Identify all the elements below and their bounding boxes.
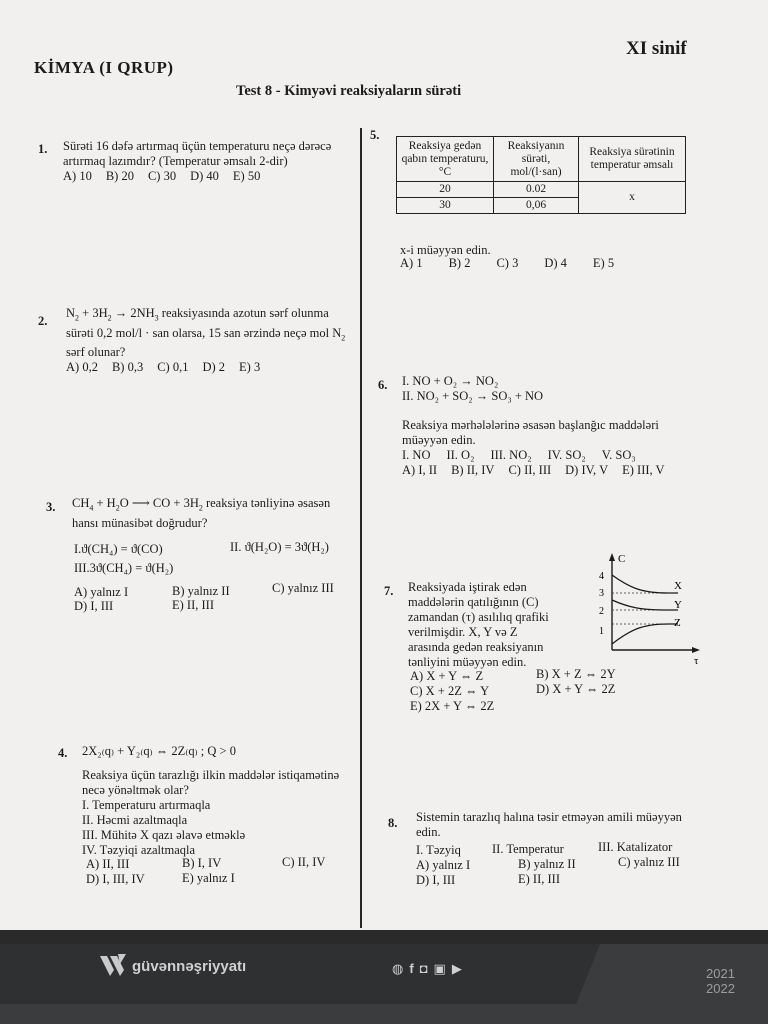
q8-option-a[interactable]: A) yalnız I — [416, 858, 471, 872]
q3-option-e[interactable]: E) II, III — [172, 598, 214, 612]
q7-option-c[interactable]: C) X + 2Z ⇔ Y — [410, 684, 490, 698]
q2-options — [66, 360, 360, 375]
publisher-brand: güvənnəşriyyatı — [132, 958, 247, 975]
play-icon[interactable]: ▶ — [451, 961, 462, 976]
q1-options — [63, 169, 363, 184]
q3-statement-3: III.3ϑ(CH₄) = ϑ(H₂) — [74, 561, 174, 575]
q3-option-a[interactable]: A) yalnız I — [74, 585, 129, 599]
q7-option-b[interactable]: B) X + Z ⇔ 2Y — [536, 667, 616, 681]
q7-text-line2: maddələrin qatılığının (C) — [408, 595, 539, 609]
q3-option-d[interactable]: D) I, III — [74, 599, 114, 613]
q6-option-e[interactable]: E) III, V — [622, 463, 665, 477]
q1-option-b[interactable]: B) 20 — [105, 169, 134, 183]
q6-items — [402, 448, 722, 463]
q6-item-3: III. NO₂ — [490, 448, 532, 462]
graph-label-x: X — [674, 580, 682, 592]
q6-item-5: V. SO₃ — [601, 448, 636, 462]
q6-options — [402, 463, 722, 478]
test-title: Test 8 - Kimyəvi reaksiyaların sürəti — [236, 83, 462, 99]
social-icons — [392, 961, 462, 977]
q7-concentration-graph — [590, 550, 710, 670]
q1-text-line2: artırmaq lazımdır? (Temperatur əmsalı 2-dir) — [63, 154, 288, 168]
q2-number: 2. — [38, 314, 48, 328]
graph-curve-y — [612, 600, 678, 610]
q2-option-b[interactable]: B) 0,3 — [111, 360, 144, 374]
q5-option-d[interactable]: D) 4 — [544, 256, 567, 270]
q4-text-line1: Reaksiya üçün tarazlığı ilkin maddələr istiqamətinə — [82, 768, 340, 782]
q3-number: 3. — [46, 500, 56, 514]
question-8 — [416, 810, 726, 840]
q5-prompt: x-i müəyyən edin. — [400, 243, 491, 257]
q1-option-e[interactable]: E) 50 — [232, 169, 261, 183]
q5-header-rate: Reaksiyanın sürəti, mol/(l·san) — [494, 137, 579, 182]
q8-item-2: II. Temperatur — [492, 842, 564, 856]
question-1 — [63, 139, 363, 184]
q4-number: 4. — [58, 746, 68, 760]
q2-option-d[interactable]: D) 2 — [202, 360, 226, 374]
q1-option-d[interactable]: D) 40 — [190, 169, 219, 183]
q8-number: 8. — [388, 816, 398, 830]
q4-option-b[interactable]: B) I, IV — [182, 856, 222, 870]
globe-icon[interactable]: ◍ — [392, 961, 404, 976]
q7-option-d[interactable]: D) X + Y ⇔ 2Z — [536, 682, 616, 696]
q6-option-d[interactable]: D) IV, V — [565, 463, 609, 477]
q4-text-line2: necə yönəltmək olar? — [82, 783, 189, 797]
q8-option-e[interactable]: E) II, III — [518, 872, 560, 886]
q7-number: 7. — [384, 584, 394, 598]
q5-options — [400, 256, 614, 271]
q4-option-a[interactable]: A) II, III — [86, 857, 130, 871]
graph-y-label: C — [618, 553, 626, 565]
q5-table-header-row — [397, 137, 686, 182]
q4-item-4: IV. Təzyiqi azaltmaqla — [82, 843, 196, 857]
q3-option-b[interactable]: B) yalnız II — [172, 584, 230, 598]
q2-option-c[interactable]: C) 0,1 — [157, 360, 189, 374]
q1-option-c[interactable]: C) 30 — [147, 169, 177, 183]
q7-text-line3: zamandan (τ) asılılıq qrafiki — [408, 610, 549, 624]
q6-equation-2: II. NO₂ + SO₂ → SO₃ + NO — [402, 389, 544, 403]
year-end: 2022 — [706, 981, 735, 996]
q2-option-e[interactable]: E) 3 — [239, 360, 261, 374]
q6-option-c[interactable]: C) II, III — [508, 463, 552, 477]
q7-text-line5: arasında gedən reaksiyanın — [408, 640, 544, 654]
graph-curve-z — [612, 624, 678, 644]
q8-text-line2: edin. — [416, 825, 441, 839]
q5-header-temperature: Reaksiya gedən qabın temperaturu, °C — [397, 137, 494, 182]
graph-y-arrow — [609, 553, 615, 561]
question-4 — [82, 768, 362, 858]
q5-table — [396, 136, 686, 214]
q1-option-a[interactable]: A) 10 — [63, 169, 92, 183]
q6-text-line1: Reaksiya mərhələlərinə əsasən başlanğıc maddələri — [402, 418, 659, 432]
question-2 — [66, 306, 360, 375]
q4-equation: 2X₂₍q₎ + Y₂₍q₎ ⇔ 2Z₍q₎ ; Q > 0 — [82, 744, 236, 758]
q7-text-line4: verilmişdir. X, Y və Z — [408, 625, 518, 639]
q5-cell-rate-1: 0.02 — [494, 182, 579, 198]
q6-option-a[interactable]: A) I, II — [402, 463, 438, 477]
youtube-icon[interactable]: ▣ — [433, 961, 446, 976]
q6-text-line2: müəyyən edin. — [402, 433, 476, 447]
question-6 — [402, 374, 722, 478]
q5-number: 5. — [370, 128, 380, 142]
q3-statement-1: I.ϑ(CH₄) = ϑ(CO) — [74, 542, 163, 556]
q7-option-a[interactable]: A) X + Y ⇔ Z — [410, 669, 484, 683]
instagram-icon[interactable]: ◘ — [419, 961, 428, 976]
academic-year — [706, 966, 735, 996]
footer-band — [0, 930, 768, 944]
q8-option-d[interactable]: D) I, III — [416, 873, 456, 887]
footer-wedge — [0, 944, 600, 1004]
q5-option-c[interactable]: C) 3 — [496, 256, 519, 270]
q5-cell-temp-1: 20 — [397, 182, 494, 198]
q4-item-3: III. Mühitə X qazı əlavə etməklə — [82, 828, 246, 842]
q3-text-line2: hansı münasibət doğrudur? — [72, 515, 208, 530]
q3-text-line1: $CH_4 + H_2O$ ⟶ CO + $3H_2$ reaksiya tənliyinə əsasən — [72, 496, 331, 513]
q8-item-1: I. Təzyiq — [416, 843, 461, 857]
q8-text-line1: Sistemin tarazlıq halına təsir etməyən amili müəyyən — [416, 810, 682, 824]
q5-cell-temp-2: 30 — [397, 198, 494, 214]
year-start: 2021 — [706, 966, 735, 981]
q2-text-line3: sərf olunar? — [66, 345, 126, 359]
q1-number: 1. — [38, 142, 48, 156]
graph-label-z: Z — [674, 617, 681, 629]
q2-equation: $N_2 + 3H_2 \to 2NH_3$ — [66, 306, 159, 323]
q8-option-c[interactable]: C) yalnız III — [618, 855, 680, 869]
q5-cell-rate-2: 0,06 — [494, 198, 579, 214]
q7-text-line6: tənliyini müəyyən edin. — [408, 655, 527, 669]
q4-item-2: II. Həcmi azaltmaqla — [82, 813, 188, 827]
q2-option-a[interactable]: A) 0,2 — [66, 360, 98, 374]
q5-cell-x: x — [579, 182, 686, 214]
q2-text-line1: $N_2 + 3H_2 \to 2NH_3$ reaksiyasında azotun sərf olunma — [66, 306, 329, 323]
publisher-logo-icon — [98, 952, 128, 980]
q6-item-1: I. NO — [402, 448, 431, 462]
question-3 — [72, 496, 360, 531]
q6-equation-1: I. NO + O₂ → NO₂ — [402, 374, 499, 388]
graph-curve-x — [612, 575, 678, 593]
q4-option-e[interactable]: E) yalnız I — [182, 871, 235, 885]
q8-item-3: III. Katalizator — [598, 840, 673, 854]
q3-statement-2: II. ϑ(H₂O) = 3ϑ(H₂) — [230, 540, 329, 554]
q6-number: 6. — [378, 378, 388, 392]
graph-x-label: τ — [694, 655, 699, 667]
q4-item-1: I. Temperaturu artırmaqla — [82, 798, 211, 812]
q7-text-line1: Reaksiyada iştirak edən — [408, 580, 527, 594]
graph-x-arrow — [692, 647, 700, 653]
q5-option-e[interactable]: E) 5 — [592, 256, 615, 270]
subject-title: KİMYA (I QRUP) — [34, 58, 174, 77]
q2-text-line2: sürəti 0,2 mol/l · san olarsa, 15 san ərzində neçə mol $N_2$ — [66, 325, 346, 342]
q8-option-b[interactable]: B) yalnız II — [518, 857, 576, 871]
facebook-icon[interactable]: f — [409, 961, 414, 976]
q5-header-coefficient: Reaksiya sürətinin temperatur əmsalı — [579, 137, 686, 182]
q6-item-2: II. O₂ — [446, 448, 475, 462]
graph-tick-1: 1 — [599, 626, 604, 637]
question-7 — [408, 580, 598, 670]
grade-label: XI sinif — [626, 38, 687, 59]
q4-option-c[interactable]: C) II, IV — [282, 855, 326, 869]
graph-tick-3: 3 — [599, 588, 604, 599]
q3-option-c[interactable]: C) yalnız III — [272, 581, 334, 595]
q4-option-d[interactable]: D) I, III, IV — [86, 872, 145, 886]
q5-option-a[interactable]: A) 1 — [400, 256, 423, 270]
graph-tick-4: 4 — [599, 571, 604, 582]
graph-tick-2: 2 — [599, 606, 604, 617]
q3-equation: $CH_4 + H_2O$ ⟶ CO + $3H_2$ — [72, 496, 203, 513]
q6-item-4: IV. SO₂ — [547, 448, 586, 462]
q7-option-e[interactable]: E) 2X + Y ⇔ 2Z — [410, 699, 495, 713]
q5-table-row — [397, 182, 686, 198]
q5-option-b[interactable]: B) 2 — [448, 256, 471, 270]
graph-label-y: Y — [674, 599, 682, 611]
q6-option-b[interactable]: B) II, IV — [451, 463, 495, 477]
q1-text-line1: Sürəti 16 dəfə artırmaq üçün temperaturu neçə dərəcə — [63, 139, 332, 153]
